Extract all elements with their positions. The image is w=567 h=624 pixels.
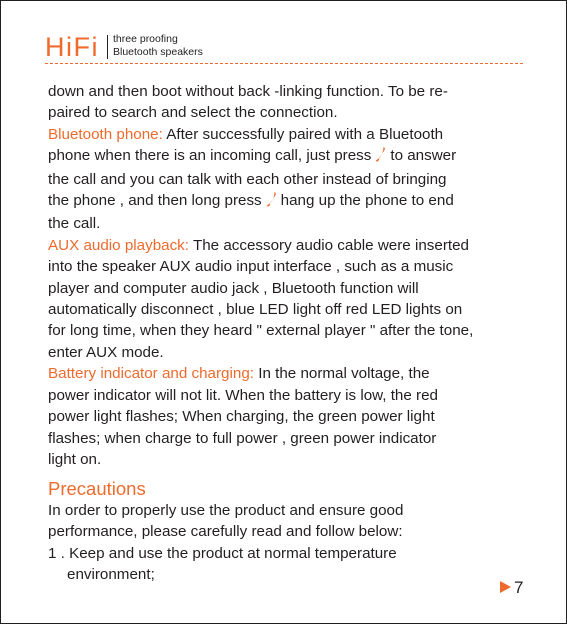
- battery-line: power light flashes; When charging, the green power light: [48, 408, 435, 426]
- phone-handset-icon: [375, 146, 386, 168]
- precautions-line: In order to properly use the product and ensure good: [48, 502, 404, 519]
- battery-line: light on.: [48, 450, 102, 468]
- phone-handset-icon: [266, 191, 277, 213]
- bluetooth-phone-text: to answer: [390, 147, 457, 165]
- bluetooth-phone-text: phone when there is an incoming call, just press: [48, 147, 372, 165]
- aux-line: for long time, when they heard " external player " after the tone,: [48, 322, 474, 340]
- bluetooth-phone-line: [48, 145, 538, 168]
- bluetooth-phone-line: the call and you can talk with each other instead of bringing: [48, 170, 447, 188]
- battery-text: In the normal voltage, the: [254, 365, 430, 383]
- page-number-value: 7: [514, 578, 524, 597]
- precautions-title: Precautions: [48, 478, 146, 499]
- bluetooth-phone-line: the call.: [48, 215, 101, 233]
- precautions-text: [48, 500, 538, 586]
- intro-line: paired to search and select the connection.: [48, 104, 338, 122]
- precautions-line: performance, please carefully read and follow below:: [48, 523, 403, 541]
- tagline-line-2: Bluetooth speakers: [113, 46, 203, 58]
- battery-line: flashes; when charge to full power , green power indicator: [48, 429, 437, 447]
- battery-line: power indicator will not lit. When the battery is low, the red: [48, 386, 438, 404]
- main-text: [48, 81, 538, 470]
- bluetooth-phone-paragraph: [48, 124, 538, 145]
- battery-paragraph: [48, 363, 538, 384]
- tagline-line-1: three proofing: [113, 33, 178, 45]
- hifi-logo: HiFi: [45, 32, 99, 62]
- precautions-item-continuation: environment;: [67, 566, 155, 584]
- logo-separator: [107, 35, 108, 59]
- header-dashed-divider: [45, 63, 523, 64]
- bluetooth-phone-line: [48, 190, 538, 213]
- aux-line: player and computer audio jack , Bluetooth function will: [48, 279, 419, 297]
- bluetooth-phone-text: hang up the phone to end: [280, 192, 454, 210]
- aux-line: into the speaker AUX audio input interface , such as a music: [48, 258, 454, 276]
- bluetooth-phone-text: After successfully paired with a Bluetooth: [162, 125, 444, 143]
- aux-heading: AUX audio playback:: [48, 236, 189, 254]
- triangle-right-icon: [500, 578, 511, 598]
- bluetooth-phone-text: the phone , and then long press: [48, 192, 262, 210]
- battery-heading: Battery indicator and charging:: [48, 365, 254, 383]
- header-tagline: [113, 33, 203, 59]
- page-number: [500, 578, 523, 598]
- bluetooth-phone-heading: Bluetooth phone:: [48, 125, 163, 143]
- aux-line: enter AUX mode.: [48, 343, 164, 361]
- aux-paragraph: [48, 235, 538, 256]
- precautions-item: 1 . Keep and use the product at normal temperature: [48, 544, 397, 562]
- intro-line: down and then boot without back -linking function. To be re-: [48, 83, 448, 100]
- aux-line: automatically disconnect , blue LED light off red LED lights on: [48, 301, 463, 319]
- aux-text: The accessory audio cable were inserted: [189, 236, 469, 254]
